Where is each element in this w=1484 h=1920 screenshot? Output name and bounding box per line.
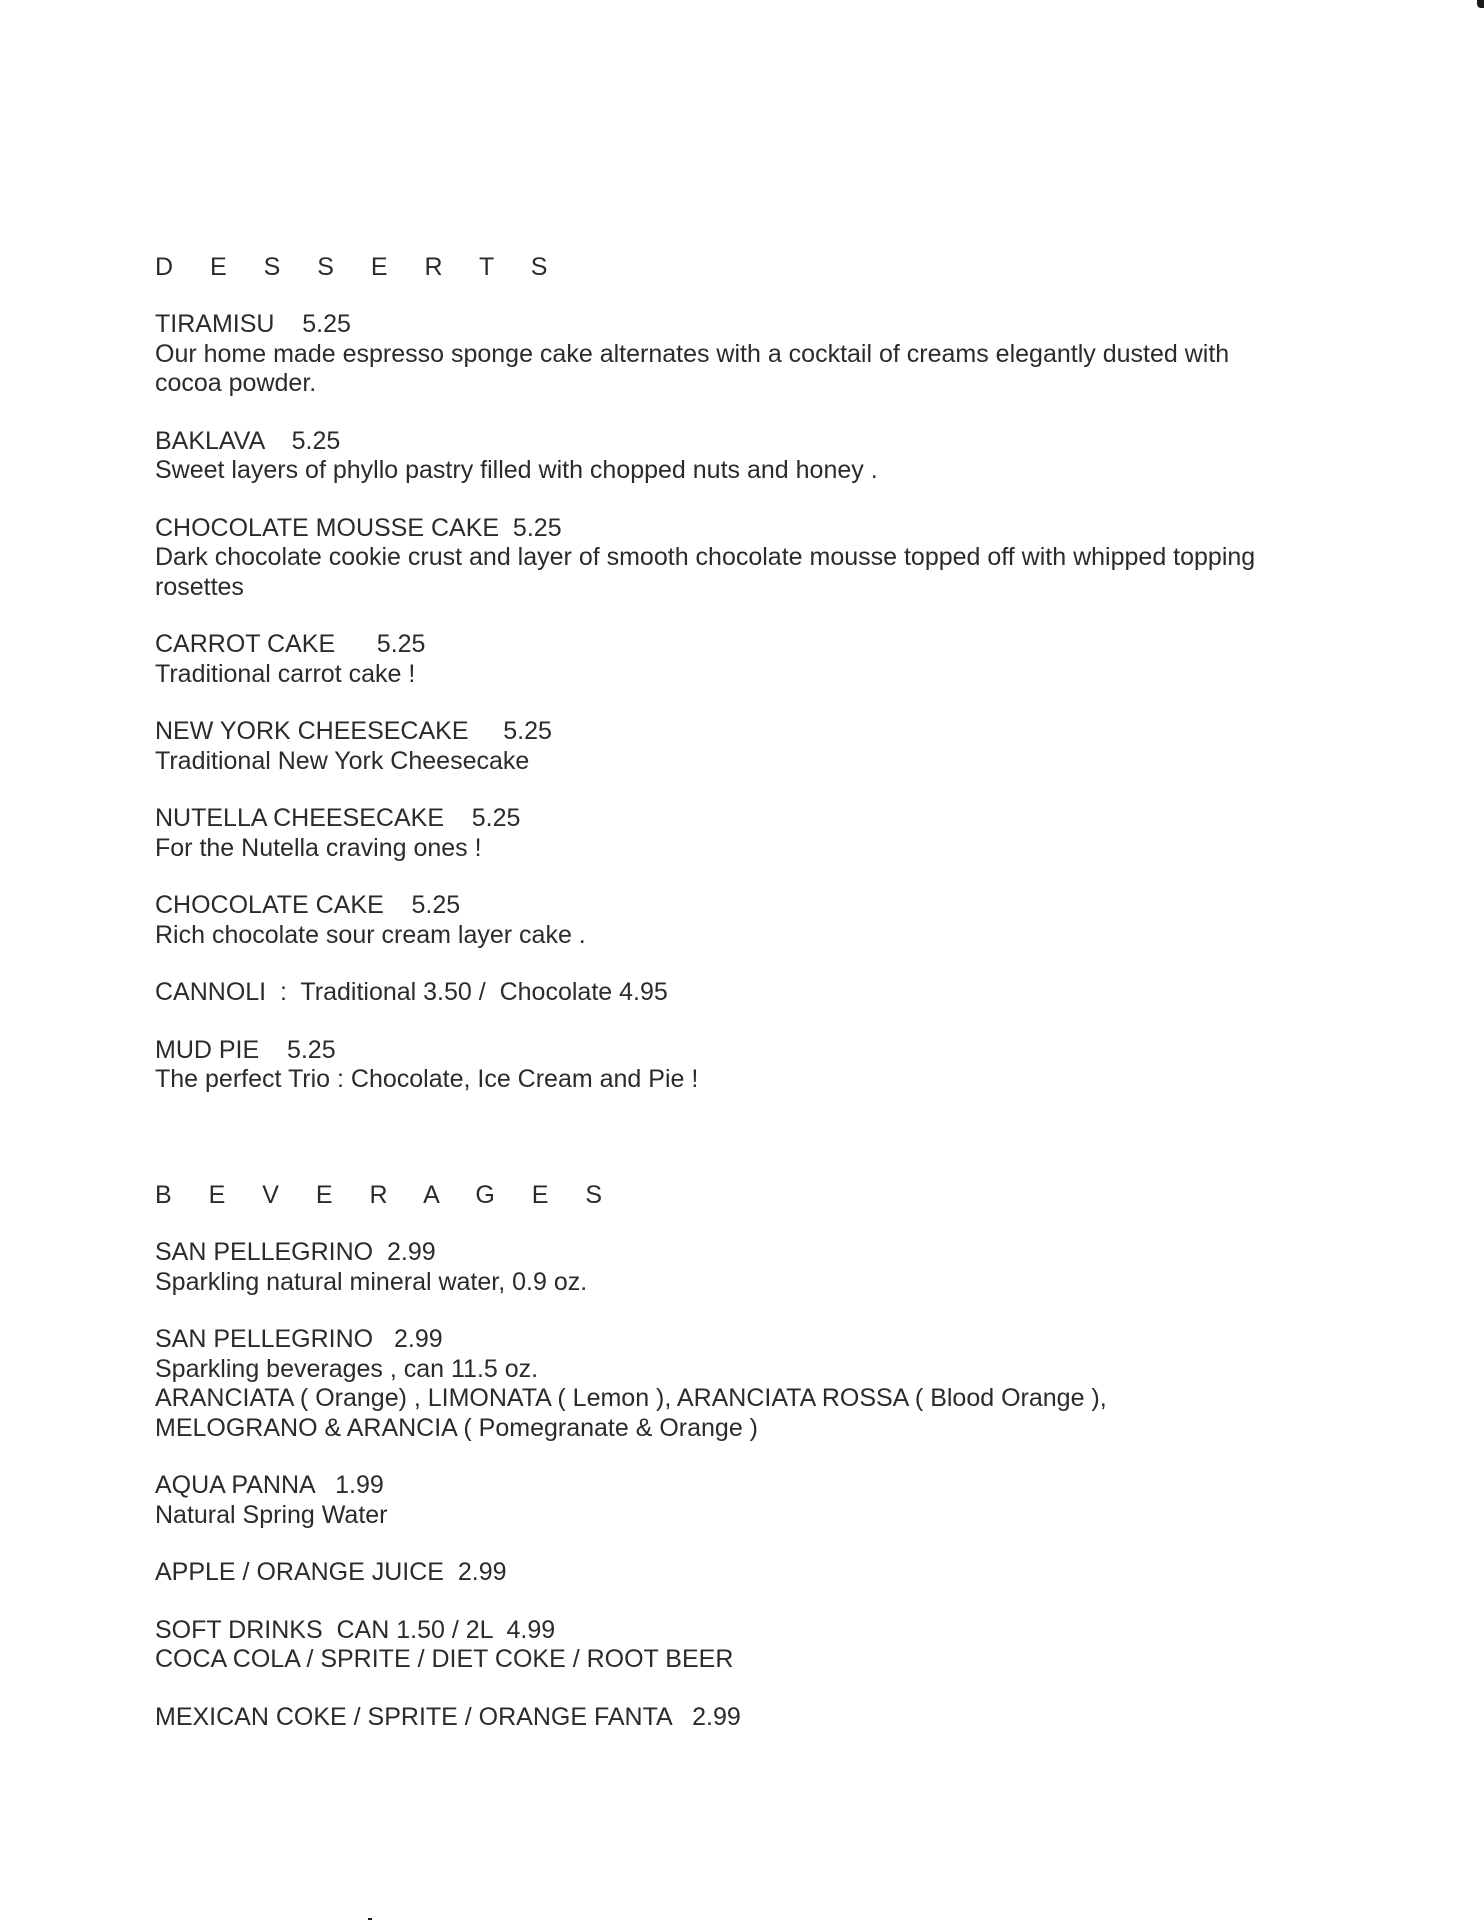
beverage-description: Natural Spring Water [155,1500,388,1529]
beverage-item-san-pellegrino-sparkling [155,1325,1355,1443]
beverages-title: B E V E R A G E S [155,1181,618,1209]
dessert-description: Sweet layers of phyllo pastry filled with chopped nuts and honey . [155,456,878,484]
beverage-description: COCA COLA / SPRITE / DIET COKE / ROOT BEER [155,1645,734,1673]
beverage-flavors: MELOGRANO & ARANCIA ( Pomegranate & Orange ) [155,1413,759,1442]
beverage-description: Sparkling natural mineral water, 0.9 oz. [155,1267,588,1296]
dessert-item-baklava [155,427,1355,486]
desserts-title: D E S S E R T S [155,253,563,281]
dessert-description: Traditional carrot cake ! [155,659,416,688]
menu-page [155,0,1355,1920]
dessert-name: NEW YORK CHEESECAKE 5.25 [155,717,552,745]
dessert-name: TIRAMISU 5.25 [155,310,351,338]
dessert-description: For the Nutella craving ones ! [155,833,482,862]
dessert-item-cannoli [155,978,1355,1008]
dessert-description: Our home made espresso sponge cake alternates with a cocktail of creams elegantly dusted with cocoa powder. [155,339,1230,397]
dessert-item-nutella-cheesecake [155,804,1355,863]
beverage-name: AQUA PANNA 1.99 [155,1471,384,1499]
dessert-name: BAKLAVA 5.25 [155,426,341,455]
desserts-section [155,252,1355,1123]
dessert-description: Traditional New York Cheesecake [155,746,530,775]
dessert-name: CHOCOLATE MOUSSE CAKE 5.25 [155,513,562,542]
beverage-item-aqua-panna [155,1471,1355,1530]
dessert-name: MUD PIE 5.25 [155,1035,336,1064]
dessert-item-mud-pie [155,1036,1355,1095]
dessert-description: Rich chocolate sour cream layer cake . [155,920,586,949]
beverage-name: SOFT DRINKS CAN 1.50 / 2L 4.99 [155,1615,556,1644]
beverage-name: SAN PELLEGRINO 2.99 [155,1238,436,1266]
beverage-name: MEXICAN COKE / SPRITE / ORANGE FANTA 2.99 [155,1702,741,1731]
dessert-description: Dark chocolate cookie crust and layer of smooth chocolate mousse topped off with whipped topping rosettes [155,543,1256,601]
beverage-description: Sparkling beverages , can 11.5 oz. [155,1354,539,1383]
beverage-item-mexican-soda [155,1703,1355,1733]
dessert-name: CARROT CAKE 5.25 [155,630,426,658]
dessert-item-chocolate-cake [155,891,1355,950]
dessert-name: CANNOLI : Traditional 3.50 / Chocolate 4.95 [155,978,668,1006]
dessert-name: NUTELLA CHEESECAKE 5.25 [155,804,521,832]
dessert-item-carrot-cake [155,630,1355,689]
beverage-item-soft-drinks [155,1616,1355,1675]
beverage-item-juice [155,1558,1355,1588]
beverages-section [155,1180,1355,1760]
dessert-description: The perfect Trio : Chocolate, Ice Cream and Pie ! [155,1065,699,1093]
beverage-name: SAN PELLEGRINO 2.99 [155,1325,443,1353]
beverage-flavors: ARANCIATA ( Orange) , LIMONATA ( Lemon ), ARANCIATA ROSSA ( Blood Orange ), [155,1384,1107,1412]
dessert-item-chocolate-mousse-cake [155,514,1355,603]
dessert-name: CHOCOLATE CAKE 5.25 [155,891,461,919]
dessert-item-tiramisu [155,310,1355,399]
beverage-item-san-pellegrino-water [155,1238,1355,1297]
scan-mark [1477,0,1484,8]
beverage-name: APPLE / ORANGE JUICE 2.99 [155,1558,507,1586]
dessert-item-new-york-cheesecake [155,717,1355,776]
